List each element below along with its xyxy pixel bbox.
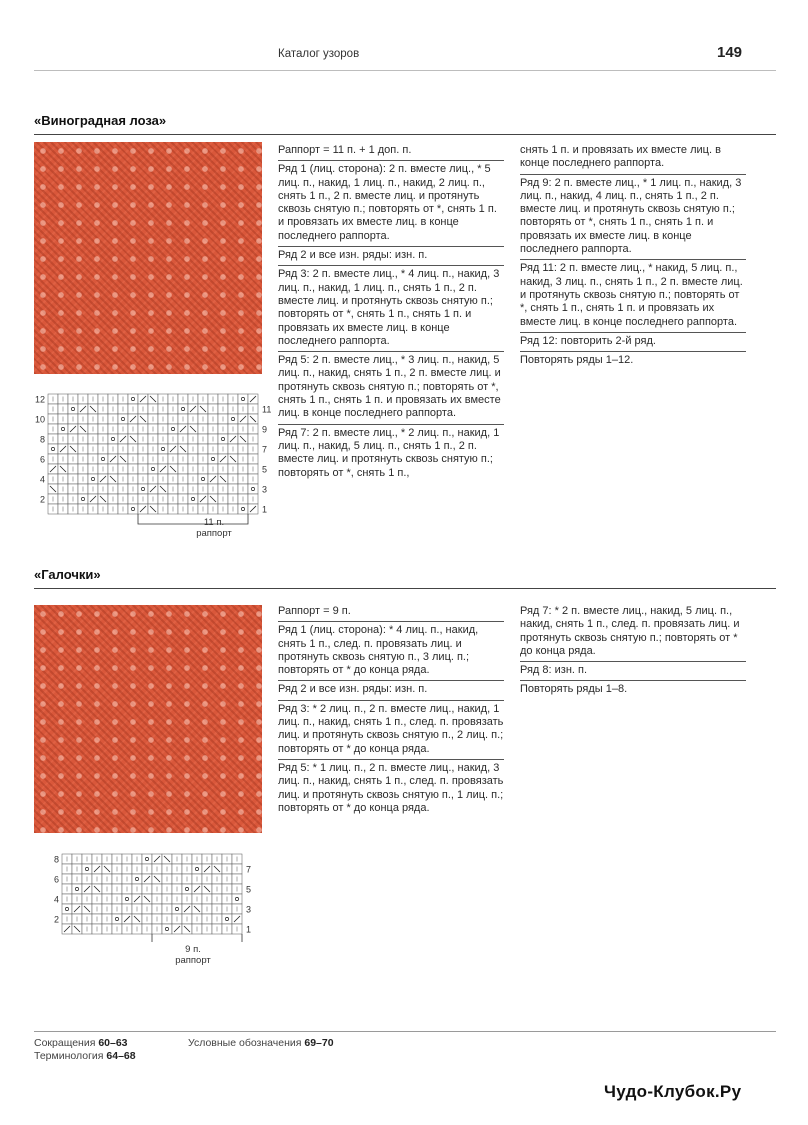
knitting-chart-2	[48, 852, 268, 972]
row-number-left: 12	[34, 394, 45, 405]
row-number-right: 11	[262, 404, 272, 415]
instruction-paragraph: Раппорт = 9 п.	[278, 603, 504, 622]
row-number-left: 2	[39, 494, 45, 505]
section-rule	[34, 134, 776, 135]
chart-cell	[118, 414, 128, 424]
footer-link-abbreviations[interactable]: Сокращения 60–63	[34, 1037, 128, 1049]
chart-cell	[208, 454, 218, 464]
row-number-right: 5	[262, 464, 268, 475]
chart-cell	[238, 394, 248, 404]
footer-link-symbols[interactable]: Условные обозначения 69–70	[188, 1037, 334, 1049]
chart-cell	[128, 394, 138, 404]
chart-cell	[182, 884, 192, 894]
chart-cell	[188, 494, 198, 504]
chart-cell	[198, 474, 208, 484]
instructions-column-1	[278, 603, 504, 818]
site-watermark: Чудо-Клубок.Ру	[604, 1082, 742, 1101]
chart-cell	[112, 914, 122, 924]
chart-cell	[148, 464, 158, 474]
instruction-paragraph: Ряд 1 (лиц. сторона): * 4 лиц. п., накид, снять 1 п., след. п. провязать лиц. и протянуть сквозь снятую п., 3 лиц. п.; повторять от * до конца ряда.	[278, 622, 504, 681]
instruction-paragraph: снять 1 п. и провязать их вместе лиц. в конце последнего раппорта.	[520, 142, 746, 175]
knitting-chart-1	[34, 392, 274, 542]
chart-cell	[72, 884, 82, 894]
chart-caption-count: 9 п.	[185, 944, 201, 955]
instruction-paragraph: Ряд 12: повторить 2-й ряд.	[520, 333, 746, 352]
chart-cell	[78, 494, 88, 504]
row-number-right: 7	[246, 864, 252, 875]
row-number-left: 10	[34, 414, 45, 425]
chart-cell	[68, 404, 78, 414]
instructions-column-1	[278, 142, 504, 483]
instruction-paragraph: Повторять ряды 1–8.	[520, 683, 628, 696]
chart-cell	[192, 864, 202, 874]
chart-cell	[232, 894, 242, 904]
row-number-left: 4	[53, 894, 59, 905]
chart-cell	[88, 474, 98, 484]
section-title: «Галочки»	[34, 567, 101, 582]
instruction-paragraph: Ряд 3: 2 п. вместе лиц., * 4 лиц. п., накид, 3 лиц. п., накид, 1 лиц. п., снять 1 п., 2 п. вместе лиц. и протянуть сквозь снятую п.; повторять от *, снять 1 п., снять 1 п. и провязать их вместе лиц. в конце последнего раппорта.	[278, 266, 504, 352]
row-number-right: 3	[262, 484, 268, 495]
chart-cell	[248, 484, 258, 494]
chart-cell	[142, 854, 152, 864]
chart-caption-label: раппорт	[196, 528, 232, 539]
row-number-right: 7	[262, 444, 268, 455]
header-divider	[34, 70, 776, 71]
row-number-left: 6	[39, 454, 45, 465]
chart-caption-count: 11 п.	[203, 517, 225, 528]
row-number-right: 5	[246, 884, 252, 895]
chart-cell	[132, 874, 142, 884]
chart-cell	[172, 904, 182, 914]
instruction-paragraph: Ряд 2 и все изн. ряды: изн. п.	[278, 247, 504, 266]
chart-cell	[122, 894, 132, 904]
row-number-left: 8	[53, 854, 59, 865]
instruction-paragraph: Ряд 7: 2 п. вместе лиц., * 2 лиц. п., накид, 1 лиц. п., накид, 5 лиц. п., снять 1 п., 2 п. вместе лиц. и протянуть сквозь снятую п.; повторять от *, снять 1 п.,	[278, 426, 500, 479]
row-number-right: 9	[262, 424, 268, 435]
chart-cell	[218, 434, 228, 444]
instruction-paragraph: Ряд 7: * 2 п. вместе лиц., накид, 5 лиц. п., накид, снять 1 п., след. п. провязать лиц. и протянуть сквозь снятую п.; повторять от * до конца ряда.	[520, 603, 746, 662]
chart-cell	[238, 504, 248, 514]
instruction-paragraph: Повторять ряды 1–12.	[520, 354, 634, 367]
running-header: Каталог узоров	[278, 48, 360, 60]
row-number-left: 8	[39, 434, 45, 445]
chart-cell	[222, 914, 232, 924]
chart-cell	[158, 444, 168, 454]
row-number-right: 1	[262, 504, 268, 515]
chart-cell	[228, 414, 238, 424]
instruction-paragraph: Ряд 3: * 2 лиц. п., 2 п. вместе лиц., накид, 1 лиц. п., накид, снять 1 п., след. п. провязать лиц. и протянуть сквозь снятую п., 2 лиц. п.; повторять от * до конца ряда.	[278, 701, 504, 760]
chart-cell	[98, 454, 108, 464]
chart-cell	[48, 444, 58, 454]
instruction-paragraph: Раппорт = 11 п. + 1 доп. п.	[278, 142, 504, 161]
row-number-left: 2	[53, 914, 59, 925]
knit-sample-photo	[34, 605, 262, 833]
page-number: 149	[717, 44, 743, 61]
chart-cell	[168, 424, 178, 434]
instruction-paragraph: Ряд 9: 2 п. вместе лиц., * 1 лиц. п., накид, 3 лиц. п., накид, 4 лиц. п., снять 1 п., 2 п. вместе лиц. и протянуть сквозь снятую п.; повторять от *, снять 1 п., снять 1 п. и провязать их вместе лиц. в конце последнего раппорта.	[520, 175, 746, 261]
chart-cell	[62, 904, 72, 914]
instruction-paragraph: Ряд 5: * 1 лиц. п., 2 п. вместе лиц., накид, 3 лиц. п., накид, снять 1 п., след. п. провязать лиц. и протянуть сквозь снятую п., 1 лиц. п.; повторять от * до конца ряда.	[278, 761, 504, 814]
footer-divider	[34, 1031, 776, 1032]
instruction-paragraph: Ряд 1 (лиц. сторона): 2 п. вместе лиц., * 5 лиц. п., накид, 1 лиц. п., накид, 2 лиц. п., снять 1 п., 2 п. вместе лиц. и протянуть сквозь снятую п.; повторять от *, снять 1 п. и провязать их вместе лиц. в конце последнего раппорта.	[278, 161, 504, 247]
chart-cell	[138, 484, 148, 494]
instruction-paragraph: Ряд 8: изн. п.	[520, 662, 746, 681]
row-number-right: 1	[246, 924, 252, 935]
section-title: «Виноградная лоза»	[34, 113, 167, 128]
chart-cell	[82, 864, 92, 874]
chart-cell	[108, 434, 118, 444]
repeat-bracket	[152, 934, 242, 942]
instruction-paragraph: Ряд 11: 2 п. вместе лиц., * накид, 5 лиц. п., накид, 3 лиц. п., снять 1 п., 2 п. вместе лиц. и протянуть сквозь снятую п.; повторять от *, снять 1 п., снять 1 п. и провязать их вместе лиц. в конце последнего раппорта.	[520, 260, 746, 332]
chart-cell	[162, 924, 172, 934]
instruction-paragraph: Ряд 5: 2 п. вместе лиц., * 3 лиц. п., накид, 5 лиц. п., накид, снять 1 п., 2 п. вместе лиц. и протянуть сквозь снятую п.; повторять от *, снять 1 п., снять 1 п. и провязать их вместе лиц. в конце последнего раппорта.	[278, 352, 504, 424]
section-rule	[34, 588, 776, 589]
row-number-right: 3	[246, 904, 252, 915]
instructions-column-2	[520, 603, 746, 700]
row-number-left: 4	[39, 474, 45, 485]
chart-grid	[48, 852, 268, 942]
footer-references	[34, 1037, 136, 1063]
footer-link-terminology[interactable]: Терминология 64–68	[34, 1050, 136, 1062]
knit-sample-photo	[34, 142, 262, 374]
instructions-column-2	[520, 142, 746, 370]
row-number-left: 6	[53, 874, 59, 885]
chart-cell	[128, 504, 138, 514]
instruction-paragraph: Ряд 2 и все изн. ряды: изн. п.	[278, 681, 504, 700]
chart-cell	[58, 424, 68, 434]
chart-cell	[178, 404, 188, 414]
chart-caption-label: раппорт	[175, 955, 211, 966]
